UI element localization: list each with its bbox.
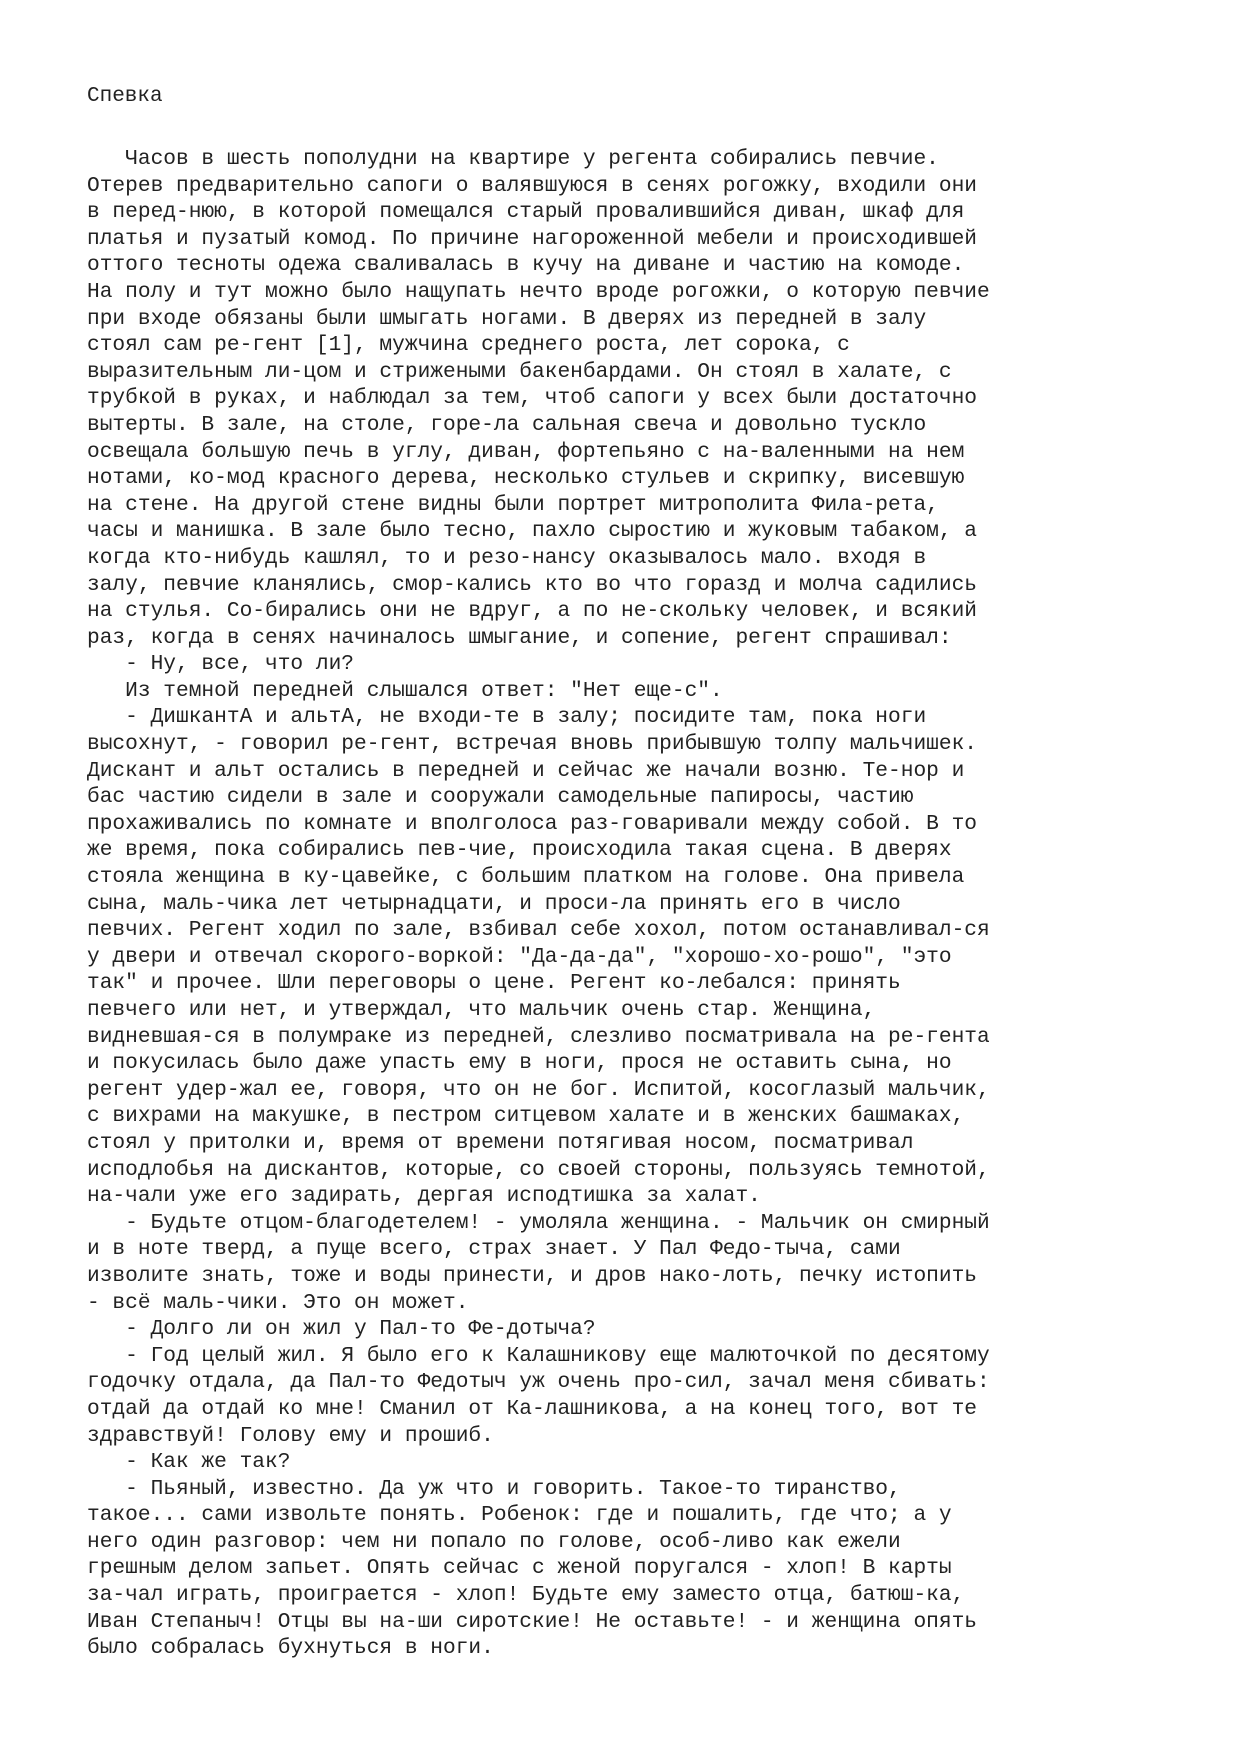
text-line: прохаживались по комнате и вполголоса раз-говаривали между собой. В то xyxy=(87,811,978,836)
text-line: освещала большую печь в углу, диван, фортепьяно с на-валенными на нем xyxy=(87,439,965,464)
text-line: в перед-нюю, в которой помещался старый провалившийся диван, шкаф для xyxy=(87,200,965,225)
text-line: так" и прочее. Шли переговоры о цене. Регент ко-лебался: принять xyxy=(87,971,901,996)
text-line: Часов в шесть пополудни на квартире у регента собирались певчие. xyxy=(87,147,939,171)
text-line: - Долго ли он жил у Пал-то Фе-дотыча? xyxy=(87,1317,596,1342)
text-line: когда кто-нибудь кашлял, то и резо-нансу оказывалось мало. входя в xyxy=(87,545,927,570)
text-line: выразительным ли-цом и стрижеными бакенбардами. Он стоял в халате, с xyxy=(87,359,952,384)
text-line: стоял сам ре-гент [1], мужчина среднего роста, лет сорока, с xyxy=(87,333,850,358)
text-line: - Как же так? xyxy=(87,1450,291,1475)
text-line: бас частию сидели в зале и сооружали самодельные папиросы, частию xyxy=(87,785,914,810)
text-line: Отерев предварительно сапоги о валявшуюся в сенях рогожку, входили они xyxy=(87,173,978,198)
text-line: - Год целый жил. Я было его к Калашникову еще малюточкой по десятому xyxy=(87,1343,990,1368)
text-line: видневшая-ся в полумраке из передней, слезливо посматривала на ре-гента xyxy=(87,1024,990,1049)
text-line: грешным делом запьет. Опять сейчас с женой поругался - хлоп! В карты xyxy=(87,1556,952,1581)
text-line: у двери и отвечал скорого-воркой: "Да-да-да", "хорошо-хо-рошо", "это xyxy=(87,944,952,969)
text-line: здравствуй! Голову ему и прошиб. xyxy=(87,1423,494,1448)
text-line: него один разговор: чем ни попало по голове, особ-ливо как ежели xyxy=(87,1529,901,1554)
text-line: часы и манишка. В зале было тесно, пахло сыростию и жуковым табаком, а xyxy=(87,519,978,544)
text-line: Из темной передней слышался ответ: "Нет еще-с". xyxy=(87,678,723,703)
text-line: стояла женщина в ку-цавейке, с большим платком на голове. Она привела xyxy=(87,865,965,890)
text-line: певчих. Регент ходил по зале, взбивал себе хохол, потом останавливал-ся xyxy=(87,918,990,943)
text-line: изволите знать, тоже и воды принести, и дров нако-лоть, печку истопить xyxy=(87,1263,978,1288)
text-line: за-чал играть, проиграется - хлоп! Будьте ему заместо отца, батюш-ка, xyxy=(87,1583,965,1608)
text-line: - Пьяный, известно. Да уж что и говорить. Такое-то тиранство, xyxy=(87,1476,901,1501)
text-line: стоял у притолки и, время от времени потягивая носом, посматривал xyxy=(87,1130,914,1155)
text-line: - Будьте отцом-благодетелем! - умоляла женщина. - Мальчик он смирный xyxy=(87,1210,990,1235)
text-line: сына, маль-чика лет четырнадцати, и проси-ла принять его в число xyxy=(87,891,901,916)
text-line: - Ну, все, что ли? xyxy=(87,652,355,677)
text-line: и покусилась было даже упасть ему в ноги, прося не оставить сына, но xyxy=(87,1051,952,1076)
text-line: Дискант и альт остались в передней и сейчас же начали возню. Те-нор и xyxy=(87,758,965,783)
text-line: и в ноте тверд, а пуще всего, страх знает. У Пал Федо-тыча, сами xyxy=(87,1237,901,1262)
text-line: было собралась бухнуться в ноги. xyxy=(87,1636,494,1661)
text-line: высохнут, - говорил ре-гент, встречая вновь прибывшую толпу мальчишек. xyxy=(87,732,978,757)
text-line: на стулья. Со-бирались они не вдруг, а по не-скольку человек, и всякий xyxy=(87,599,978,624)
text-line: на стене. На другой стене видны были портрет митрополита Фила-рета, xyxy=(87,492,939,517)
text-line: На полу и тут можно было нащупать нечто вроде рогожки, о которую певчие xyxy=(87,279,990,304)
text-line: Иван Степаныч! Отцы вы на-ши сиротские! Не оставьте! - и женщина опять xyxy=(87,1609,978,1634)
text-line: раз, когда в сенях начиналось шмыгание, и сопение, регент спрашивал: xyxy=(87,625,952,650)
text-line: же время, пока собирались пев-чие, происходила такая сцена. В дверях xyxy=(87,838,952,863)
document-title: Спевка xyxy=(87,85,163,108)
text-line: отдай да отдай ко мне! Сманил от Ка-лашникова, а на конец того, вот те xyxy=(87,1396,978,1421)
text-line: исподлобья на дискантов, которые, со своей стороны, пользуясь темнотой, xyxy=(87,1157,990,1182)
text-line: - ДишкантА и альтА, не входи-те в залу; посидите там, пока ноги xyxy=(87,705,927,730)
text-line: оттого тесноты одежа сваливалась в кучу на диване и частию на комоде. xyxy=(87,253,965,278)
text-line: при входе обязаны были шмыгать ногами. В дверях из передней в залу xyxy=(87,306,927,331)
text-line: - всё маль-чики. Это он может. xyxy=(87,1290,469,1315)
text-line: певчего или нет, и утверждал, что мальчик очень стар. Женщина, xyxy=(87,998,876,1022)
text-line: на-чали уже его задирать, дергая исподтишка за халат. xyxy=(87,1184,761,1209)
text-line: регент удер-жал ее, говоря, что он не бог. Испитой, косоглазый мальчик, xyxy=(87,1077,990,1102)
text-line: годочку отдала, да Пал-то Федотыч уж очень про-сил, зачал меня сбивать: xyxy=(87,1370,990,1395)
text-line: нотами, ко-мод красного дерева, несколько стульев и скрипку, висевшую xyxy=(87,466,965,491)
text-line: с вихрами на макушке, в пестром ситцевом халате и в женских башмаках, xyxy=(87,1104,965,1129)
text-line: платья и пузатый комод. По причине нагороженной мебели и происходившей xyxy=(87,226,978,251)
text-line: трубкой в руках, и наблюдал за тем, чтоб сапоги у всех были достаточно xyxy=(87,386,978,411)
text-line: такое... сами извольте понять. Робенок: где и пошалить, где что; а у xyxy=(87,1503,952,1528)
text-line: вытерты. В зале, на столе, горе-ла сальная свеча и довольно тускло xyxy=(87,412,927,437)
document-body xyxy=(87,146,1167,1662)
text-line: залу, певчие кланялись, смор-кались кто во что горазд и молча садились xyxy=(87,572,978,597)
